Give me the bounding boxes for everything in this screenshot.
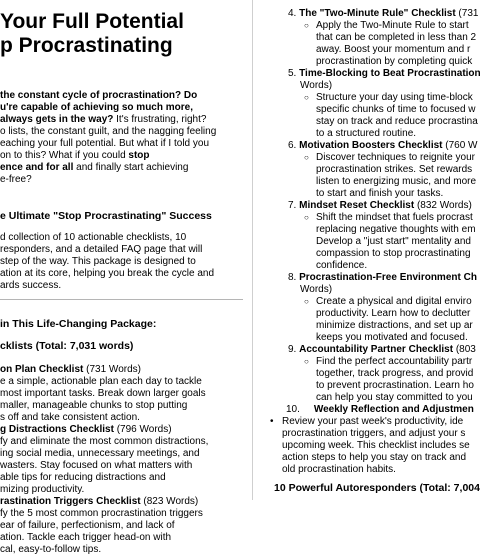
page-title-line-2: p Procrastinating: [0, 34, 173, 57]
numbered-item-line: Develop a "just start" mentality and: [316, 236, 471, 247]
numbered-item-line: keeps you motivated and focused.: [316, 332, 468, 343]
circle-bullet-icon: ○: [304, 213, 309, 222]
checklist-item-title: on Plan Checklist (731 Words): [0, 364, 141, 375]
body-line: d collection of 10 actionable checklists, 10: [0, 232, 187, 243]
circle-bullet-icon: ○: [304, 153, 309, 162]
column-divider: [252, 0, 253, 500]
body-line: ation at its core, helping you break the cycle and: [0, 268, 215, 279]
checklist-item-line: cal, easy-to-follow tips.: [0, 544, 102, 555]
right-column: [264, 0, 500, 500]
numbered-item-line: productivity. Learn how to declutter: [316, 308, 471, 319]
numbered-item-words: Words): [300, 284, 333, 295]
package-heading: in This Life-Changing Package:: [0, 318, 157, 330]
closing-line: action steps to help you stay on track and: [282, 452, 466, 463]
numbered-item-title: 7. Mindset Reset Checklist (832 Words): [288, 200, 472, 211]
numbered-item-title: 6. Motivation Boosters Checklist (760 W: [288, 140, 478, 151]
closing-line: procrastination triggers, and adjust your s: [282, 428, 466, 439]
intro-line: ence and for all and finally start achieving: [0, 162, 189, 173]
numbered-item-title: 9. Accountability Partner Checklist (803: [288, 344, 476, 355]
checklist-item-title: rastination Triggers Checklist (823 Words): [0, 496, 199, 507]
intro-line: o lists, the constant guilt, and the nagging feeling: [0, 126, 217, 137]
left-column: [0, 0, 243, 555]
checklists-heading: cklists (Total: 7,031 words): [0, 340, 134, 352]
intro-line: on to this? What if you could stop: [0, 150, 150, 161]
body-line: ards success.: [0, 280, 62, 291]
numbered-item-line: together, track progress, and provid: [316, 368, 474, 379]
checklist-item-line: ing social media, unnecessary meetings, and: [0, 448, 200, 459]
intro-line: u're capable of achieving so much more,: [0, 102, 193, 113]
numbered-item-line: Shift the mindset that fuels procrast: [316, 212, 473, 223]
numbered-item-line: Find the perfect accountability partr: [316, 356, 473, 367]
checklist-item-line: most important tasks. Break down larger goals: [0, 388, 206, 399]
checklist-item-line: ation. Tackle each trigger head-on with: [0, 532, 172, 543]
checklist-item-line: fy and eliminate the most common distractions,: [0, 436, 209, 447]
body-line: responders, and a detailed FAQ page that will: [0, 244, 203, 255]
numbered-item-line: confidence.: [316, 260, 368, 271]
numbered-item-line: procrastination by completing quick: [316, 56, 473, 67]
numbered-item-title: 5. Time-Blocking to Beat Procrastination: [288, 68, 481, 79]
numbered-item-title: 8. Procrastination-Free Environment Ch: [288, 272, 477, 283]
numbered-item-line: can help you stay committed to you: [316, 392, 473, 403]
circle-bullet-icon: ○: [304, 297, 309, 306]
intro-line: the constant cycle of procrastination? Do: [0, 90, 198, 101]
intro-line: e-free?: [0, 174, 32, 185]
numbered-item-line: minimize distractions, and set up ar: [316, 320, 473, 331]
intro-line: always gets in the way? It's frustrating, right?: [0, 114, 207, 125]
circle-bullet-icon: ○: [304, 93, 309, 102]
circle-bullet-icon: ○: [304, 21, 309, 30]
checklist-item-line: wasters. Stay focused on what matters with: [0, 460, 193, 471]
numbered-item-title: 10. Weekly Reflection and Adjustmen: [286, 404, 474, 415]
checklist-item-line: mizing productivity.: [0, 484, 85, 495]
numbered-item-line: to start and finish your tasks.: [316, 188, 444, 199]
numbered-item-line: that can be completed in less than 2: [316, 32, 477, 43]
closing-line: upcoming week. This checklist includes se: [282, 440, 470, 451]
numbered-item-line: Create a physical and digital enviro: [316, 296, 472, 307]
numbered-item-line: specific chunks of time to focused w: [316, 104, 476, 115]
closing-line: Review your past week's productivity, ide: [282, 416, 464, 427]
checklist-item-line: maller, manageable chunks to stop putting: [0, 400, 188, 411]
checklist-item-line: e a simple, actionable plan each day to tackle: [0, 376, 202, 387]
checklist-item-line: able tips for reducing distractions and: [0, 472, 166, 483]
section-heading: e Ultimate "Stop Procrastinating" Success: [0, 210, 212, 222]
numbered-item-line: stay on track and reduce procrastina: [316, 116, 478, 127]
page-title-line-1: Your Full Potential: [0, 10, 184, 33]
intro-line: eaching your full potential. But what if I told you: [0, 138, 210, 149]
circle-bullet-icon: ○: [304, 357, 309, 366]
numbered-item-line: away. Boost your momentum and r: [316, 44, 471, 55]
disc-bullet-icon: •: [270, 416, 274, 427]
body-line: step of the way. This package is designed to: [0, 256, 196, 267]
checklist-item-line: s off and take consistent action.: [0, 412, 140, 423]
checklist-item-title: g Distractions Checklist (796 Words): [0, 424, 172, 435]
numbered-item-line: to a structured routine.: [316, 128, 417, 139]
numbered-item-title: 4. The "Two-Minute Rule" Checklist (731: [288, 8, 479, 19]
numbered-item-words: Words): [300, 80, 333, 91]
closing-line: old procrastination habits.: [282, 464, 396, 475]
checklist-item-line: fy the 5 most common procrastination triggers: [0, 508, 203, 519]
numbered-item-line: listen to energizing music, and more: [316, 176, 477, 187]
numbered-item-line: Structure your day using time-block: [316, 92, 473, 103]
autoresponders-heading: 10 Powerful Autoresponders (Total: 7,004: [274, 482, 480, 494]
numbered-item-line: Apply the Two-Minute Rule to start: [316, 20, 469, 31]
numbered-item-line: compassion to stop procrastinating: [316, 248, 471, 259]
horizontal-rule: [0, 299, 243, 300]
numbered-item-line: procrastination strikes. Set rewards: [316, 164, 473, 175]
checklist-item-line: ear of failure, perfectionism, and lack of: [0, 520, 175, 531]
numbered-item-line: to prevent procrastination. Learn ho: [316, 380, 474, 391]
numbered-item-line: replacing negative thoughts with em: [316, 224, 476, 235]
numbered-item-line: Discover techniques to reignite your: [316, 152, 475, 163]
